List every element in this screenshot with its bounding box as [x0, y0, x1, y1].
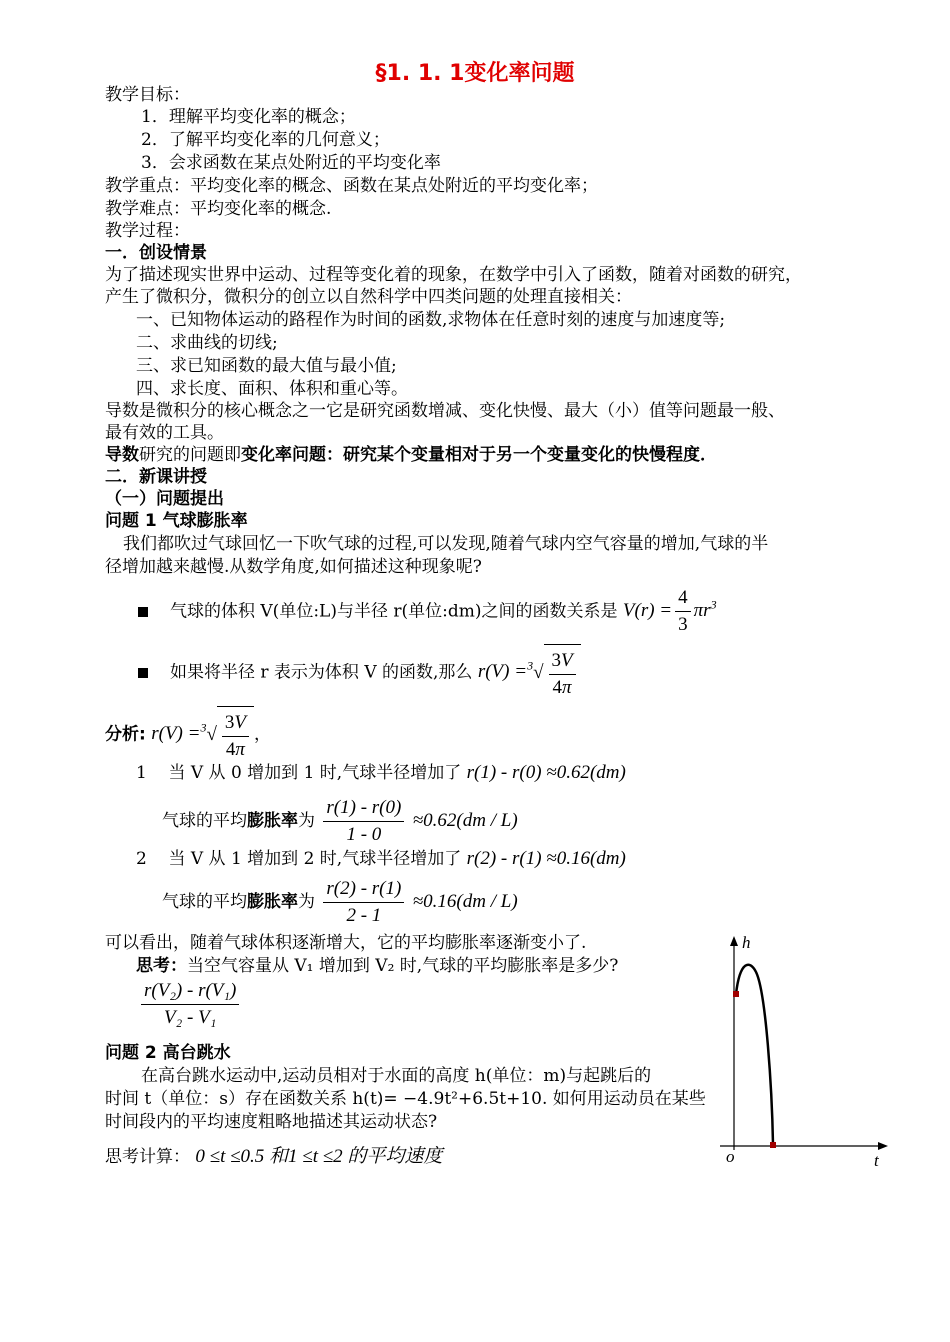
volume-formula: V(r) = $\frac{4}{3}$ $\pi r^3$ [623, 600, 717, 621]
problem-item: 二、求曲线的切线; [136, 333, 278, 353]
rate-fraction [323, 876, 404, 929]
step-1-rate [162, 795, 518, 848]
x-axis-arrow-icon [878, 1142, 888, 1150]
text: 为 [298, 892, 315, 912]
y-axis-arrow-icon [730, 936, 738, 946]
fraction: $\frac{3V}{4\pi}$ [222, 710, 249, 763]
start-point [733, 991, 739, 997]
rate-value: ≈0.16(dm / L) [412, 891, 518, 912]
height-time-graph [710, 930, 900, 1180]
fraction: $\frac{4}{3}$ [675, 585, 691, 638]
bullet-text: 气球的体积 V(单位:L)与半径 r(单位:dm)之间的函数关系是 [170, 601, 618, 622]
analysis-line: 分析: r(V) =$^3$√ $\frac{3V}{4\pi}$ ， [105, 700, 271, 763]
paragraph: 产生了微积分，微积分的创立以自然科学中四类问题的处理直接相关： [105, 287, 632, 307]
rate-value: ≈0.62(dm / L) [412, 810, 518, 831]
problem-1-heading: 问题 1 气球膨胀率 [105, 511, 248, 531]
paragraph: 径增加越来越慢.从数学角度,如何描述这种现象呢? [105, 557, 482, 577]
goals-label: 教学目标： [105, 85, 190, 105]
process-label: 教学过程： [105, 221, 190, 241]
difficulty: 教学难点：平均变化率的概念. [105, 199, 332, 219]
radius-formula: r(V) =$^3$√ $\frac{3V}{4\pi}$ [478, 661, 581, 682]
step-number: 1 [136, 763, 147, 783]
step-2 [136, 848, 626, 870]
numerator: r(2) - r(1) [323, 876, 404, 903]
step-value: r(1) - r(0) ≈0.62(dm) [466, 762, 626, 783]
problem-item: 三、求已知函数的最大值与最小值; [136, 356, 397, 376]
think-answer [138, 978, 242, 1031]
bold-text: 膨胀率 [247, 892, 298, 912]
paragraph: 时间段内的平均速度粗略地描述其运动状态? [105, 1112, 438, 1132]
key-points: 教学重点：平均变化率的概念、函数在某点处附近的平均变化率； [105, 176, 598, 196]
step-2-rate [162, 876, 518, 929]
step-value: r(2) - r(1) ≈0.16(dm) [466, 848, 626, 869]
radius-formula: r(V) =$^3$√ $\frac{3V}{4\pi}$ [151, 723, 254, 744]
paragraph: 导数是微积分的核心概念之一它是研究函数增减、变化快慢、最大（小）值等问题最一般、 [105, 401, 785, 421]
bold-text: 变化率问题：研究某个变量相对于另一个变量变化的快慢程度． [241, 445, 717, 465]
think-question [136, 955, 618, 977]
text: 研究的问题即 [139, 445, 241, 465]
fraction: $\frac{3V}{4\pi}$ [549, 648, 576, 701]
numerator: r(1) - r(0) [323, 795, 404, 822]
paragraph: 我们都吹过气球回忆一下吹气球的过程,可以发现,随着气球内空气容量的增加,气球的半 [123, 534, 769, 554]
problem-2-heading: 问题 2 高台跳水 [105, 1043, 231, 1063]
step-text: 当 V 从 0 增加到 1 时,气球半径增加了 [168, 763, 462, 783]
denominator: 2 - 1 [346, 905, 382, 926]
trajectory-curve [736, 965, 773, 1144]
calc-expression: 0 ≤t ≤0.5 和1 ≤t ≤2 的平均速度 [195, 1146, 443, 1167]
text: 气球的平均 [162, 811, 247, 831]
think-text: 当空气容量从 V₁ 增加到 V₂ 时,气球的平均膨胀率是多少? [187, 956, 619, 976]
paragraph: 在高台跳水运动中,运动员相对于水面的高度 h(单位：m)与起跳后的 [141, 1066, 652, 1086]
problem-item: 一、已知物体运动的路程作为时间的函数,求物体在任意时刻的速度与加速度等; [136, 310, 726, 330]
step-1 [136, 762, 626, 784]
section-2-heading: 二．新课讲授 [105, 467, 207, 487]
calc-label: 思考计算： [105, 1147, 190, 1167]
bullet-square-icon [138, 668, 148, 678]
analysis-label: 分析: [105, 724, 146, 745]
bullet-text: 如果将半径 r 表示为体积 V 的函数,那么 [170, 662, 473, 683]
subsection-heading: （一）问题提出 [105, 489, 224, 509]
bullet-radius [138, 638, 581, 701]
page-title: §1. 1. 1变化率问题 [375, 61, 575, 86]
denominator: V₂ - V₁ [164, 1007, 217, 1028]
goal-item: 2．了解平均变化率的几何意义； [141, 130, 390, 150]
goal-item: 1．理解平均变化率的概念； [141, 107, 356, 127]
numerator: r(V₂) - r(V₁) [141, 978, 239, 1005]
end-point [770, 1142, 776, 1148]
goal-item: 3．会求函数在某点处附近的平均变化率 [141, 153, 441, 173]
text: 气球的平均 [162, 892, 247, 912]
observation: 可以看出，随着气球体积逐渐增大，它的平均膨胀率逐渐变小了. [105, 933, 587, 953]
rate-fraction [141, 978, 239, 1031]
calc-line [105, 1146, 442, 1168]
denominator: 1 - 0 [346, 824, 382, 845]
derivative-statement [105, 444, 717, 466]
section-1-heading: 一．创设情景 [105, 243, 207, 263]
paragraph: 时间 t（单位：s）存在函数关系 h(t)= −4.9t²+6.5t+10. 如何用运动员在某些 [105, 1089, 706, 1109]
paragraph: 最有效的工具。 [105, 423, 224, 443]
step-number: 2 [136, 849, 147, 869]
x-axis-label: t [874, 1151, 879, 1170]
bullet-volume [138, 583, 717, 638]
problem-item: 四、求长度、面积、体积和重心等。 [136, 379, 408, 399]
step-text: 当 V 从 1 增加到 2 时,气球半径增加了 [168, 849, 462, 869]
y-axis-label: h [742, 933, 751, 952]
paragraph: 为了描述现实世界中运动、过程等变化着的现象，在数学中引入了函数，随着对函数的研究， [105, 265, 802, 285]
text: 为 [298, 811, 315, 831]
origin-label: o [726, 1147, 735, 1166]
bold-text: 膨胀率 [247, 811, 298, 831]
bold-text: 导数 [105, 445, 139, 465]
rate-fraction [323, 795, 404, 848]
bullet-square-icon [138, 607, 148, 617]
think-label: 思考： [136, 956, 187, 976]
